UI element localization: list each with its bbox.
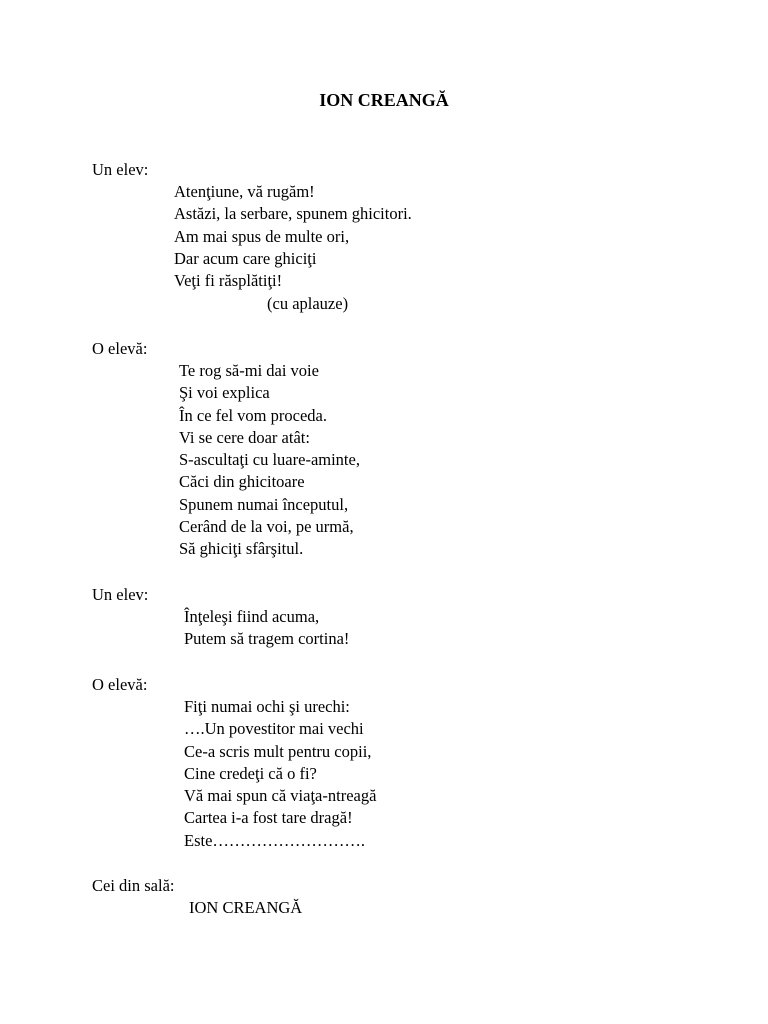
stanza <box>189 897 302 919</box>
stanza <box>184 696 376 852</box>
verse-line: Ce-a scris mult pentru copii, <box>184 741 372 761</box>
speaker-label: O elevă: <box>92 339 148 358</box>
verse-line: În ce fel vom proceda. <box>179 405 327 425</box>
page-title: ION CREANGĂ <box>319 90 449 110</box>
speaker-label: O elevă: <box>92 675 148 694</box>
verse-line: Vă mai spun că viaţa-ntreagă <box>184 786 377 806</box>
verse-line: Căci din ghicitoare <box>179 472 305 492</box>
verse-line: Vi se cere doar atât: <box>179 427 310 447</box>
verse-line: Să ghiciţi sfârşitul. <box>179 539 304 559</box>
verse-line: Cerând de la voi, pe urmă, <box>179 517 354 537</box>
speaker-label: Un elev: <box>92 585 149 604</box>
stanza <box>179 360 360 561</box>
speaker-label: Cei din sală: <box>92 876 175 895</box>
stanza <box>184 606 349 651</box>
verse-line: Atenţiune, vă rugăm! <box>174 182 315 201</box>
verse-line: Cine credeţi că o fi? <box>184 763 317 783</box>
verse-line: Veţi fi răsplătiţi! <box>174 271 283 291</box>
verse-line: Spunem numai începutul, <box>179 494 349 514</box>
verse-line: S-ascultaţi cu luare-aminte, <box>179 450 360 470</box>
verse-line: Te rog să-mi dai voie <box>179 361 319 380</box>
verse-line: Este………………………. <box>184 830 366 850</box>
verse-line: Fiţi numai ochi şi urechi: <box>184 697 350 716</box>
verse-line: Dar acum care ghiciţi <box>174 248 317 268</box>
verse-line: Cartea i-a fost tare dragă! <box>184 808 353 828</box>
verse-line: Astăzi, la serbare, spunem ghicitori. <box>174 204 412 224</box>
verse-line: Am mai spus de multe ori, <box>174 226 350 246</box>
verse-line: ION CREANGĂ <box>189 898 303 917</box>
verse-line: Putem să tragem cortina! <box>184 629 350 649</box>
verse-line: ….Un povestitor mai vechi <box>184 719 364 739</box>
stanza <box>174 181 412 292</box>
speaker-label: Un elev: <box>92 160 149 179</box>
verse-line: Şi voi explica <box>179 383 270 403</box>
stage-note: (cu aplauze) <box>267 294 349 313</box>
verse-line: Înţeleşi fiind acuma, <box>184 607 320 626</box>
